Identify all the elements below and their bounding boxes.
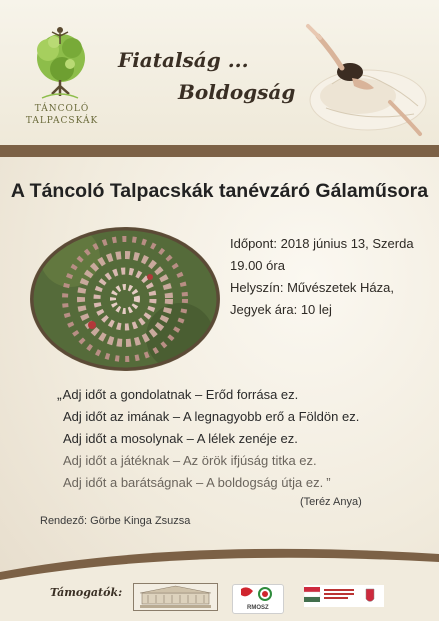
quote-line-3: Adj időt a mosolynak – A lélek zenéje ez. <box>63 431 298 446</box>
ballerina-image <box>296 22 436 140</box>
hungarian-flag-icon <box>304 585 384 607</box>
slogan-line2: Boldogság <box>178 80 296 104</box>
event-date: Időpont: 2018 június 13, Szerda <box>230 236 414 251</box>
logo-text-line1: TÁNCOLÓ <box>34 104 90 114</box>
sponsor-logo-rmosz <box>232 584 284 614</box>
bottom-wave <box>0 532 439 621</box>
logo-text-line2: TALPACSKÁK <box>25 116 99 126</box>
event-title: A Táncoló Talpacskák tanévzáró Gálaműsora <box>10 180 429 202</box>
quote-line-5: Adj időt a barátságnak – A boldogság útja ez. ” <box>63 475 331 490</box>
rmosz-logo-icon <box>233 585 283 605</box>
dancers-photo <box>30 227 220 372</box>
event-info <box>230 233 435 321</box>
organizer: Rendező: Görbe Kinga Zsuzsa <box>40 515 191 527</box>
quote-author: (Teréz Anya) <box>300 496 362 508</box>
quote-line-4: Adj időt a játéknak – Az örök ifjúság titka ez. <box>63 453 317 468</box>
event-venue: Helyszín: Művészetek Háza, <box>230 280 395 295</box>
quote-line-1: „Adj időt a gondolatnak – Erőd forrása ez. <box>57 386 299 402</box>
quote-line-2: Adj időt az imának – A legnagyobb erő a Földön ez. <box>63 409 360 424</box>
quote-block <box>57 383 360 494</box>
quote-open-mark: „ <box>57 386 62 402</box>
event-time: 19.00 óra <box>230 258 285 273</box>
quote-close-mark: ” <box>326 475 331 490</box>
rmosz-label: RMOSZ <box>247 605 269 611</box>
sponsor-logo-building <box>133 583 218 611</box>
slogan-line1: Fiatalság ... <box>118 48 249 72</box>
sponsors-label: Támogatók: <box>50 586 123 599</box>
event-price: Jegyek ára: 10 lej <box>230 302 332 317</box>
building-icon <box>134 584 217 610</box>
sponsor-logo-hungary <box>304 585 384 607</box>
divider-band <box>0 145 439 157</box>
